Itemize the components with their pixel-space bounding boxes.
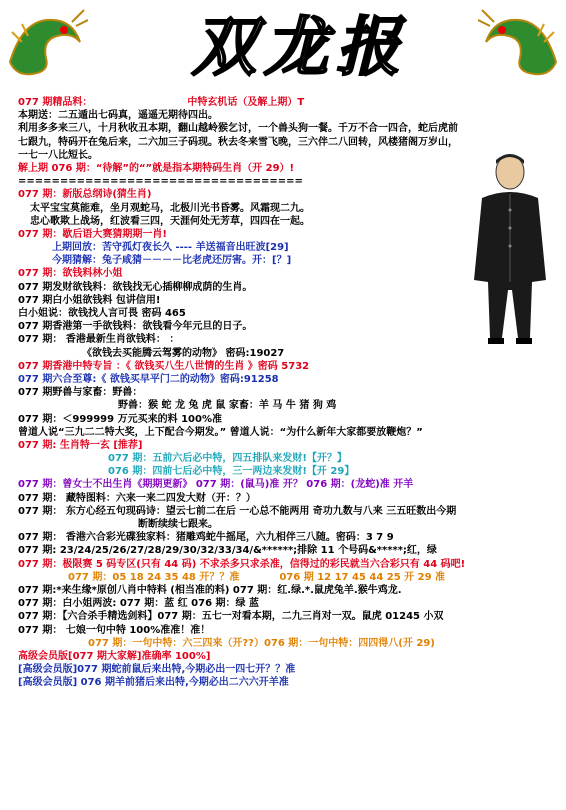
text-line: 077 期：歇后语大赛猜期期一肖! [18,228,167,240]
content-lines [18,96,554,689]
text-line: 太平宝宝莫能难，坐月观蛇马，北极川光书昏雾。风霜现二九。 [30,202,310,214]
text-line: 077 期:*来生缘*原创八肖中特料 (相当准的料) 077 期：红.绿.*.鼠虎兔羊.猴牛鸡龙. [18,584,402,596]
text-line: 利用多多来三八，十月秋收丑本期，翻山越岭猴乞讨，一个兽头狗一餐。千万不合一四合，蛇后虎前 [18,123,458,135]
text-line: 077 期： 香港六合彩光碟独家料：猪雕鸡蛇牛摇尾，六九相伴三八随。密码：3 7 9 [18,532,394,544]
text-line: 077 期精品料： 中特玄机话（及解上期）T [18,97,305,108]
text-line: 077 期香港中特专旨 ：《 欲钱买八生八世情的生肖 》密码 5732 [18,360,310,372]
text-line: 077 期：新版总纲诗(猜生肖) [18,189,152,201]
text-line: 七跟九，特码开在兔后来，二六加三子码现。秋去冬来雪飞晚，三六伴二八回转，风楼猪阁万岁山， [18,136,458,148]
text-line: 077 期：05 18 24 35 48 开？？准 076 期 12 17 45 44 25 开 29 准 [18,571,446,583]
text-line: 077 期：极限赛 5 码专区(只有 44 码) 不求杀多只求杀准，信得过的彩民就当六合彩只有 44 码吧! [18,558,466,570]
dragon-left-icon [2,2,88,80]
text-line: 解上期 076 期：“待解”的“”就是指本期特码生肖（开 29）! [18,162,295,174]
text-line: [高级会员版]077 期蛇前鼠后来出特,今期必出一四七开？？准 [18,664,296,676]
banner-title: 双龙报 [192,10,408,85]
text-line: 077 期: 生肖特一玄 [推荐] [18,439,143,451]
dragon-right-icon [478,2,564,80]
text-line: 077 期六合至尊:《 欲钱买早平门二的动物》密码:91258 [18,373,279,385]
text-line: 077 期： 东方心经五句现码诗：望云七前二在后 一心总不能两用 奇功九数与八来 三五旺数出今期 [18,505,457,517]
text-line: 077 期：一句中特：六三四来（开??）076 期：一句中特：四四得八(开 29) [18,637,435,649]
text-line: ================================== [18,176,303,188]
text-line: 076 期：四前七后必中特，三一两边来发财!【开 29】 [18,466,355,478]
text-line: 上期回放：苦守孤灯夜长久 ---- 羊送福音出旺波[29] [52,242,289,254]
text-line: 077 期： 七娘一句中特 100%准准！准！ [18,624,211,636]
text-line: 断断续续七跟来。 [118,519,218,530]
text-line: 077 期：欲钱料林小姐 [18,268,123,280]
text-line: 077 期：五前六后必中特，四五排队来发财!【开？】 [18,453,347,465]
text-line: 本期送：二五遁出七码真，遥遥无期待四出。 [18,110,218,122]
text-line: 077 期：＜999999 万元买来的料 100%准 [18,413,222,425]
text-line: 077 期香港第一手欲钱料：欲钱看今年元旦的日子。 [18,321,253,333]
header-banner [0,0,566,92]
text-line: 077 期： 藏特图料：六来一来二四发大财（开：？） [18,492,256,504]
text-line: 077 期：【六合杀手精选剑料】077 期：五七一对看本期，二九三肖对一双。鼠虎 01245 小双 [18,611,444,623]
text-line: 077 期白小姐欲钱料 包讲信用! [18,294,161,306]
text-line: 白小姐说：欲钱找人言可畏 密码 465 [18,308,186,319]
text-line: 忠心歌欺上战场，红波看三四，天涯何处无芳草，四四在一起。 [30,215,310,227]
text-line: 今期猜解：兔子咸猜－－－－比老虎还厉害。开：[？] [52,255,292,267]
text-line: 077 期发财欲钱料：欲钱找无心插柳柳成荫的生肖。 [18,281,253,293]
text-line: 野兽：猴 蛇 龙 兔 虎 鼠 家畜：羊 马 牛 猪 狗 鸡 [118,400,337,412]
text-line: 高级会员版[077 期大家解]准确率 100%] [18,650,211,662]
text-line: 一七一八比短长。 [18,149,98,161]
text-line: 077 期：曾女士不出生肖《期期更新》 077 期：(鼠马)准 开？ 076 期：(龙蛇)准 开羊 [18,479,414,491]
text-line: 077 期： 香港最新生肖欲钱料： ： [18,334,180,346]
text-line: 077 期野兽与家畜：野兽： [18,387,143,399]
text-line: 《欲钱去买能腾云驾雾的动物》 密码:19027 [82,347,285,359]
text-line: 曾道人说“三九二二特大奖，上下配合今期发。” 曾道人说：“为什么新年大家都要放鞭炮？” [18,426,423,438]
text-line: [高级会员版] 076 期羊前猪后来出特,今期必出二六六开羊准 [18,677,289,689]
text-line: 077 期：白小姐两波: 077 期：蓝 红 076 期：绿 蓝 [18,598,259,610]
text-line: 077 期: 23/24/25/26/27/28/29/30/32/33/34/&******;排除 11 个号码&*****;红，绿 [18,545,437,557]
